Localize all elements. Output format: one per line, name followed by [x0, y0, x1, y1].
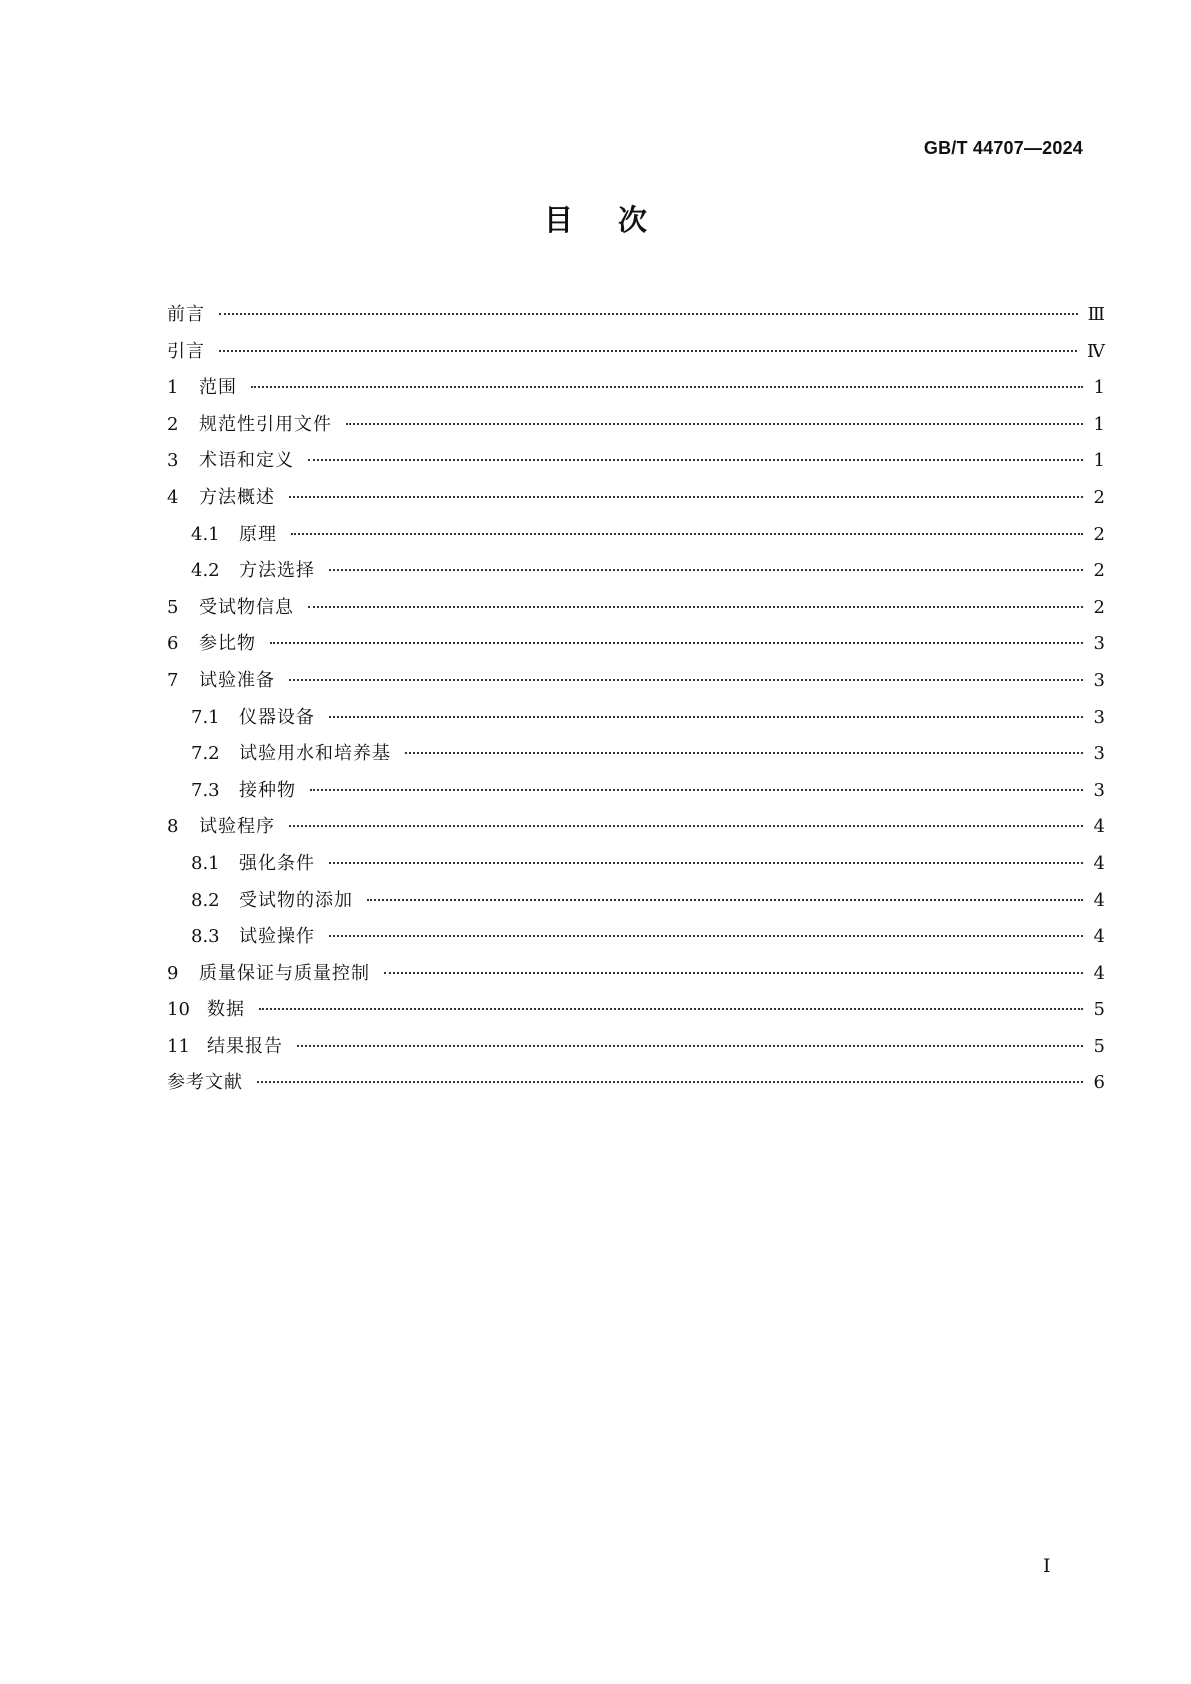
toc-entry-page: 3 — [1093, 633, 1105, 655]
standard-code: GB/T 44707—2024 — [923, 138, 1083, 158]
dot-leader — [346, 423, 1083, 425]
dot-leader — [259, 1008, 1083, 1010]
toc-title: 目次 — [543, 203, 692, 237]
toc-entry-label: 试验操作 — [239, 926, 315, 948]
toc-entry-label: 术语和定义 — [199, 450, 294, 472]
toc-entry[interactable] — [167, 483, 1105, 520]
toc-entry-page: 3 — [1093, 743, 1105, 765]
dot-leader — [291, 533, 1083, 535]
toc-entry-number: 10 — [167, 999, 190, 1021]
toc-entry-page: 1 — [1093, 450, 1105, 472]
toc-entry-label: 前言 — [167, 304, 205, 325]
toc-entry-label: 原理 — [239, 523, 277, 545]
toc-entry[interactable] — [167, 666, 1105, 703]
toc-entry-label: 试验用水和培养基 — [239, 743, 391, 765]
toc-entry-number: 1 — [167, 377, 179, 399]
toc-entry-label: 参考文献 — [167, 1072, 243, 1094]
dot-leader — [308, 459, 1083, 461]
toc-entry-page: 3 — [1093, 669, 1105, 691]
toc-entry-number: 8 — [167, 816, 179, 838]
toc-entry-label: 数据 — [207, 999, 245, 1021]
toc-entry-number: 4 — [167, 486, 179, 508]
toc-entry-number: 7.1 — [191, 706, 220, 728]
toc-entry-page: 3 — [1093, 779, 1105, 801]
toc-entry-page: 5 — [1093, 999, 1105, 1021]
toc-entry-label: 引言 — [167, 340, 205, 362]
toc-entry[interactable] — [167, 593, 1105, 630]
dot-leader — [308, 606, 1083, 608]
toc-entry[interactable] — [167, 849, 1105, 886]
toc-entry-label: 结果报告 — [207, 1035, 283, 1057]
toc-entry-label: 方法概述 — [199, 486, 275, 508]
toc-entry[interactable] — [167, 373, 1105, 410]
toc-entry-page: 2 — [1093, 560, 1105, 582]
toc-entry-label: 参比物 — [199, 633, 256, 655]
toc-entry-label: 受试物的添加 — [239, 889, 353, 911]
toc-entry-number: 6 — [167, 633, 179, 655]
dot-leader — [270, 642, 1083, 644]
toc-entry[interactable] — [167, 812, 1105, 849]
toc-entry-number: 8.3 — [191, 926, 220, 948]
dot-leader — [297, 1045, 1083, 1047]
dot-leader — [289, 679, 1083, 681]
toc-entry-page: 1 — [1093, 377, 1105, 399]
toc-entry[interactable] — [167, 556, 1105, 593]
dot-leader — [251, 386, 1083, 388]
toc-entry-number: 7 — [167, 669, 179, 691]
toc-entry-page: 2 — [1093, 523, 1105, 545]
page-number: I — [1043, 1555, 1051, 1577]
toc-entry-label: 方法选择 — [239, 560, 315, 582]
dot-leader — [310, 789, 1083, 791]
toc-entry-number: 4.2 — [191, 560, 220, 582]
toc-entry[interactable] — [167, 995, 1105, 1032]
toc-entry-page: 5 — [1093, 1035, 1105, 1057]
toc-entry-page: 2 — [1093, 486, 1105, 508]
dot-leader — [405, 752, 1083, 754]
toc-entry[interactable] — [167, 410, 1105, 447]
toc-entry-number: 8.2 — [191, 889, 220, 911]
toc-entry-page: 4 — [1093, 926, 1105, 948]
toc-entry[interactable] — [167, 776, 1105, 813]
toc-entry-label: 接种物 — [239, 779, 296, 801]
toc-entry[interactable] — [167, 446, 1105, 483]
dot-leader — [329, 569, 1083, 571]
toc-entry-page: 4 — [1093, 816, 1105, 838]
dot-leader — [219, 313, 1078, 315]
toc-entry-label: 质量保证与质量控制 — [199, 962, 370, 984]
toc-entry-number: 2 — [167, 413, 179, 435]
dot-leader — [289, 825, 1083, 827]
toc-entry-page: 6 — [1093, 1072, 1105, 1094]
toc-entry[interactable] — [167, 922, 1105, 959]
toc-entry-label: 受试物信息 — [199, 596, 294, 618]
dot-leader — [384, 972, 1083, 974]
toc-entry-label: 仪器设备 — [239, 706, 315, 728]
toc-entry-page: Ⅲ — [1087, 304, 1105, 325]
toc-entry-number: 7.2 — [191, 743, 220, 765]
toc-entry[interactable] — [167, 886, 1105, 923]
toc-entry-label: 强化条件 — [239, 852, 315, 874]
dot-leader — [329, 935, 1083, 937]
toc-entry-page: 2 — [1093, 596, 1105, 618]
toc-entry-page: Ⅳ — [1087, 340, 1105, 362]
toc-entry-label: 试验程序 — [199, 816, 275, 838]
dot-leader — [219, 350, 1077, 352]
toc-entry[interactable] — [167, 959, 1105, 996]
toc-entry-number: 5 — [167, 596, 179, 618]
toc-entry-number: 11 — [167, 1035, 190, 1057]
toc-entry-number: 7.3 — [191, 779, 220, 801]
toc-entry-label: 范围 — [199, 377, 237, 399]
toc-entry-number: 9 — [167, 962, 179, 984]
table-of-contents — [167, 300, 1105, 1105]
toc-entry[interactable] — [167, 703, 1105, 740]
toc-entry-number: 8.1 — [191, 852, 220, 874]
toc-entry[interactable] — [167, 1068, 1105, 1105]
toc-entry[interactable] — [167, 1032, 1105, 1069]
dot-leader — [289, 496, 1083, 498]
toc-entry-page: 4 — [1093, 962, 1105, 984]
toc-entry-page: 4 — [1093, 889, 1105, 911]
toc-entry-number: 3 — [167, 450, 179, 472]
toc-entry-page: 4 — [1093, 852, 1105, 874]
dot-leader — [329, 862, 1083, 864]
toc-entry-label: 试验准备 — [199, 669, 275, 691]
toc-entry[interactable] — [167, 629, 1105, 666]
toc-entry[interactable] — [167, 337, 1105, 374]
toc-entry[interactable] — [167, 739, 1105, 776]
toc-entry-number: 4.1 — [191, 523, 220, 545]
toc-entry[interactable] — [167, 300, 1105, 337]
dot-leader — [329, 716, 1083, 718]
dot-leader — [257, 1081, 1083, 1083]
toc-entry[interactable] — [167, 520, 1105, 557]
toc-entry-page: 1 — [1093, 413, 1105, 435]
dot-leader — [367, 899, 1083, 901]
toc-entry-label: 规范性引用文件 — [199, 413, 332, 435]
toc-entry-page: 3 — [1093, 706, 1105, 728]
